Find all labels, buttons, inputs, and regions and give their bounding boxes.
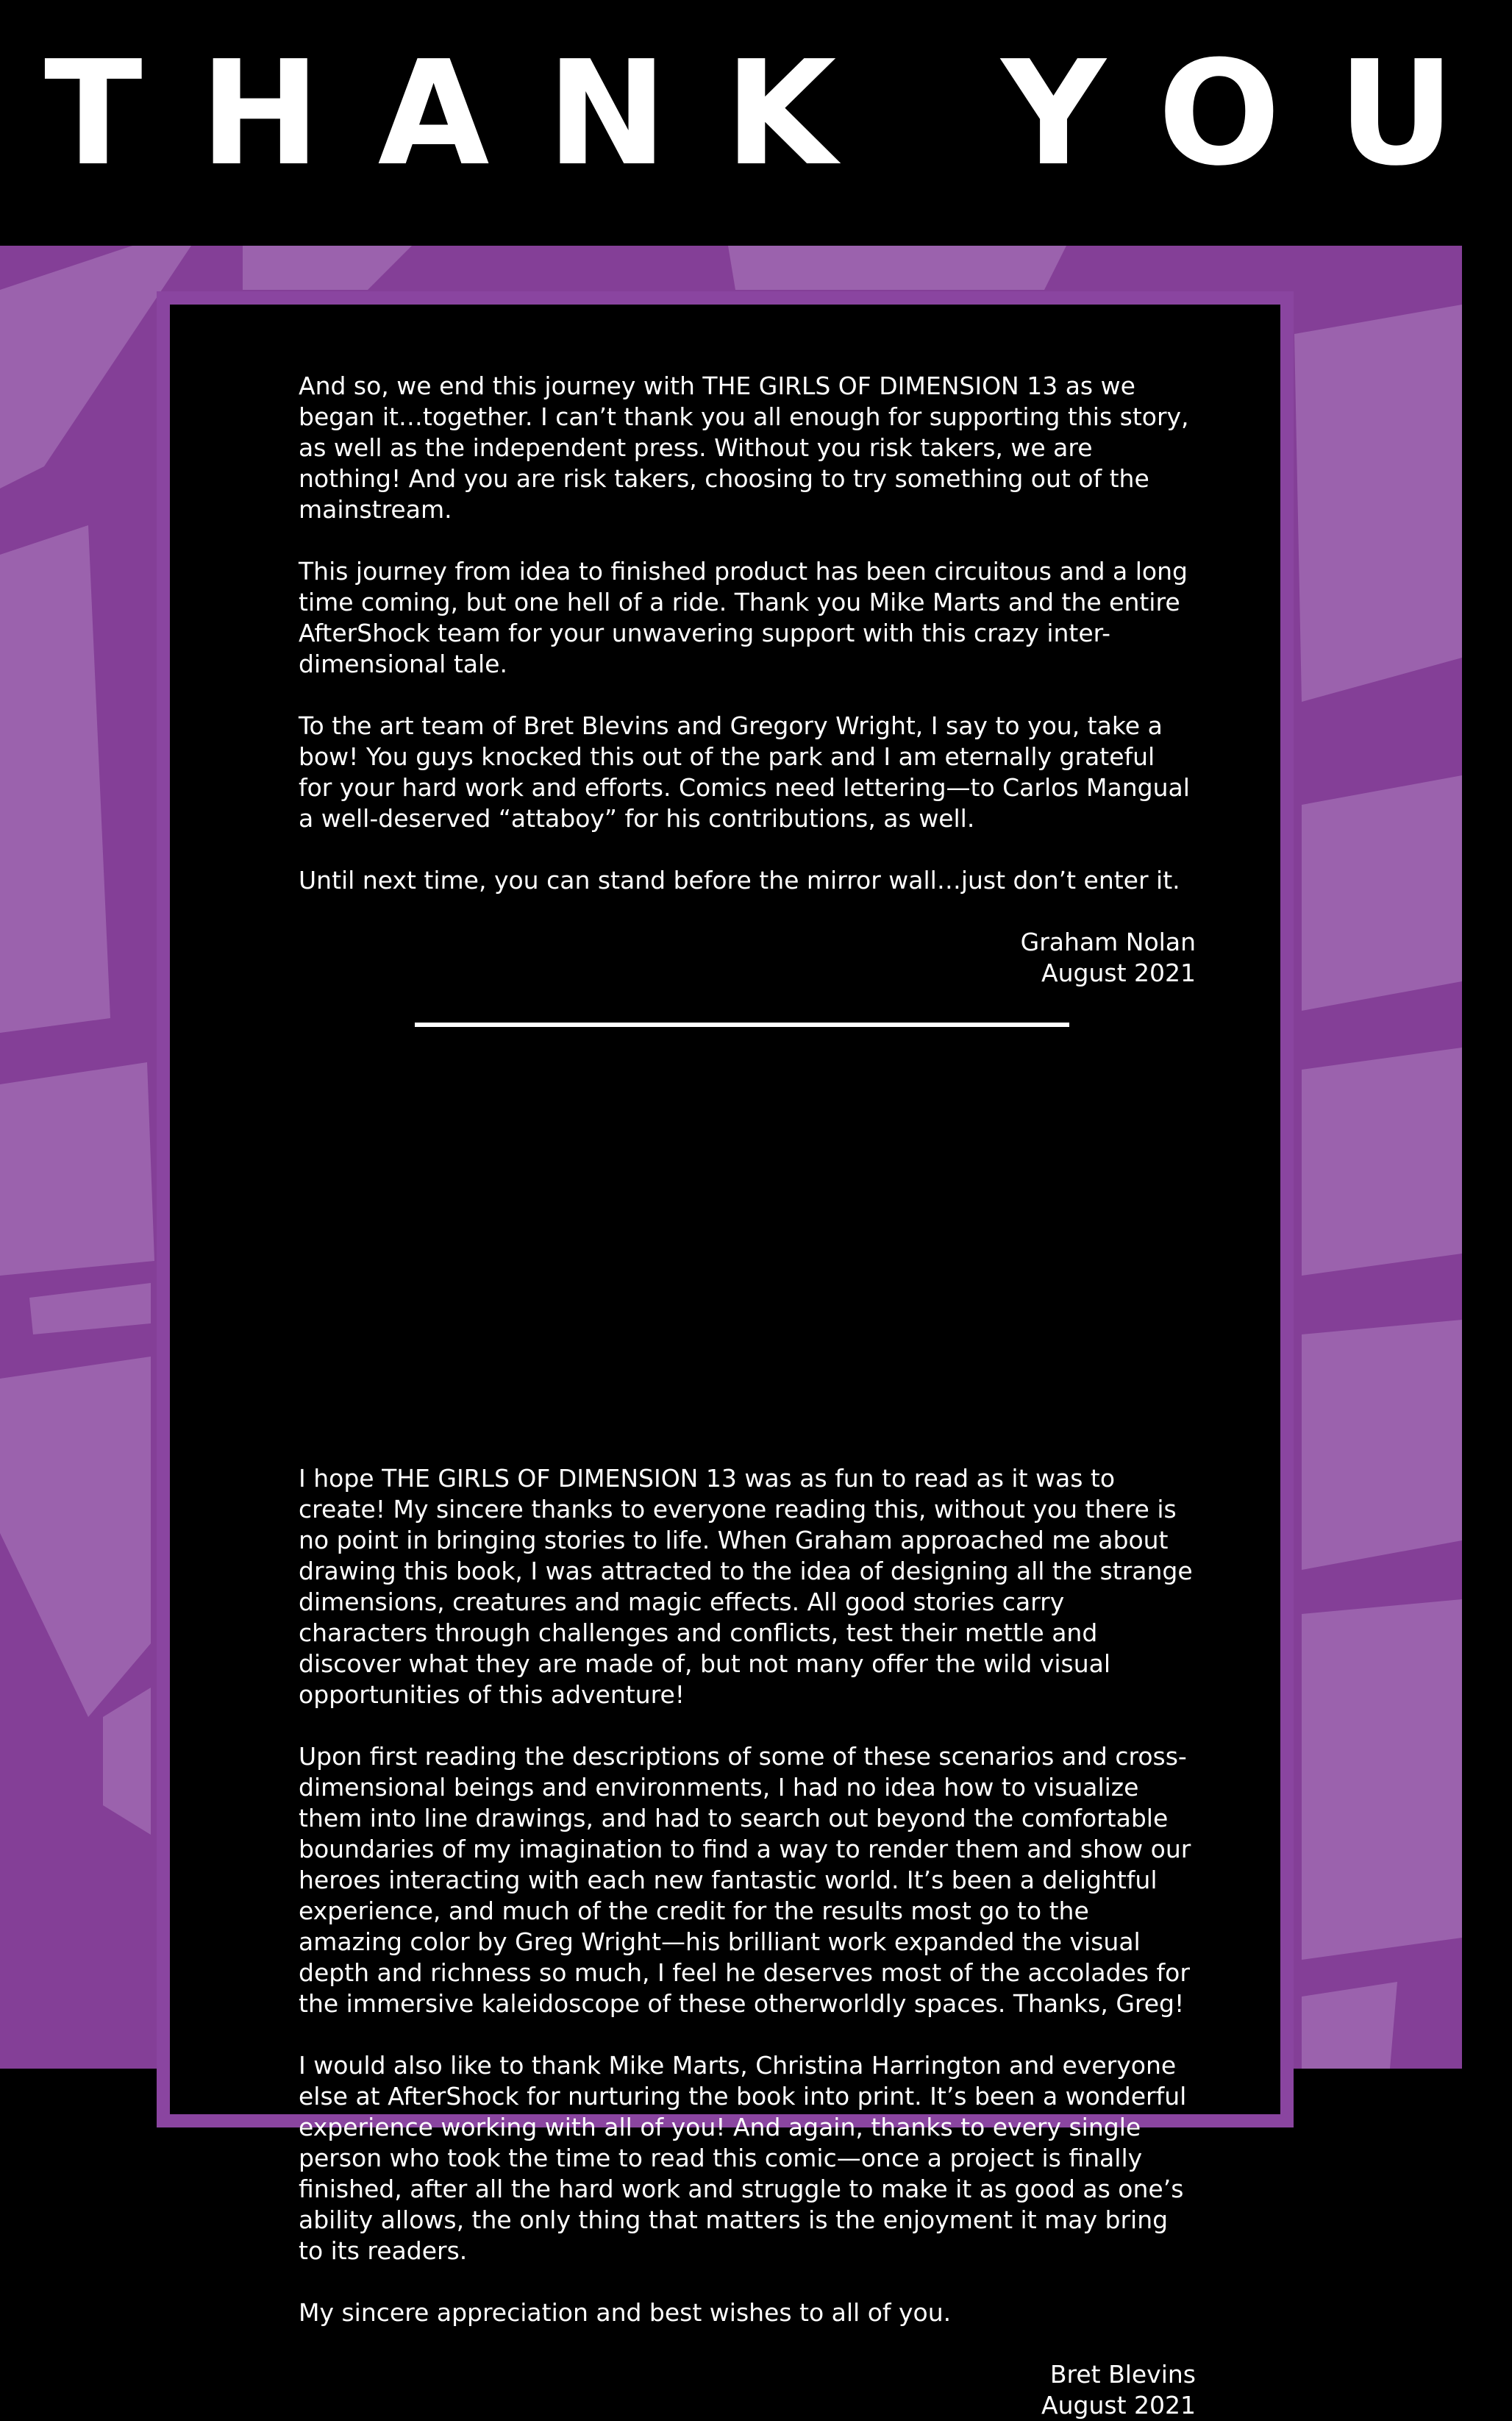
letter-paragraph: Until next time, you can stand before the mirror wall…just don’t enter it. xyxy=(299,866,1180,895)
letter-paragraph: My sincere appreciation and best wishes to all of you. xyxy=(299,2298,952,2327)
signature-name: Bret Blevins xyxy=(1049,2360,1196,2389)
glass-shard xyxy=(1302,1982,1397,2069)
glass-shard xyxy=(0,525,110,1033)
glass-shard xyxy=(1302,1320,1462,1570)
letter-graham-nolan xyxy=(299,371,1196,989)
divider-line xyxy=(415,1023,1069,1027)
glass-shard xyxy=(103,1688,151,1835)
signature-block xyxy=(299,927,1196,989)
header-band xyxy=(0,0,1512,246)
glass-shard xyxy=(0,1062,154,1276)
letter-frame xyxy=(157,291,1294,2420)
glass-shard xyxy=(29,1283,151,1334)
signature-date: August 2021 xyxy=(1041,2391,1196,2420)
letter-paragraph: And so, we end this journey with THE GIRLS OF DIMENSION 13 as we began it…together. I can’t thank you all enough for supporting this story, as well as the independent press. Without you risk takers, we are nothing! And you are risk takers, choosing to try something out of the mainstream. xyxy=(299,371,1189,524)
glass-shard xyxy=(728,246,1066,290)
letter-paragraph: To the art team of Bret Blevins and Gregory Wright, I say to you, take a bow! You guys knocked this out of the park and I am eternally grateful for your hard work and efforts. Comics need lettering—to Carlos Mangual a well-deserved “attaboy” for his contributions, as well. xyxy=(299,711,1190,833)
glass-shard xyxy=(243,246,412,290)
signature-block xyxy=(299,2359,1196,2421)
letter-paragraph: I would also like to thank Mike Marts, Christina Harrington and everyone else at AfterShock for nurturing the book into print. It’s been a wonderful experience working with all of you! And again, thanks to every single person who took the time to read this comic—once a project is finally finished, after all the hard work and struggle to make it as good as one’s ability allows, the only thing that matters is the enjoyment it may bring to its readers. xyxy=(299,2051,1187,2265)
letter-bret-blevins xyxy=(299,1463,1196,2421)
glass-shard xyxy=(1294,305,1462,702)
letter-paragraph: Upon first reading the descriptions of some of these scenarios and cross-dimensional beings and environments, I had no idea how to visualize them into line drawings, and had to search out beyond the comfortable boundaries of my imagination to find a way to render them and show our heroes interacting with each new fantastic world. It’s been a delightful experience, and much of the credit for the results most go to the amazing color by Greg Wright—his brilliant work expanded the visual depth and richness so much, I feel he deserves most of the accolades for the immersive kaleidoscope of these otherworldly spaces. Thanks, Greg! xyxy=(299,1742,1191,2018)
letter-paragraph: I hope THE GIRLS OF DIMENSION 13 was as fun to read as it was to create! My sincere thanks to everyone reading this, without you there is no point in bringing stories to life. When Graham approached me about drawing this book, I was attracted to the idea of designing all the strange dimensions, creatures and magic effects. All good stories carry characters through challenges and conflicts, test their mettle and discover what they are made of, but not many offer the wild visual opportunities of this adventure! xyxy=(299,1464,1193,1709)
letter-paragraph: This journey from idea to finished product has been circuitous and a long time coming, but one hell of a ride. Thank you Mike Marts and the entire AfterShock team for your unwavering support with this crazy inter-dimensional tale. xyxy=(299,557,1188,678)
glass-shard xyxy=(1302,1599,1462,1960)
glass-shard xyxy=(1302,1048,1462,1276)
glass-shard xyxy=(0,1357,151,1717)
letter-panel xyxy=(170,305,1280,2420)
page-title: THANK YOU xyxy=(44,30,1512,198)
glass-shard xyxy=(1302,775,1462,1011)
signature-date: August 2021 xyxy=(1041,959,1196,987)
signature-name: Graham Nolan xyxy=(1020,928,1196,956)
